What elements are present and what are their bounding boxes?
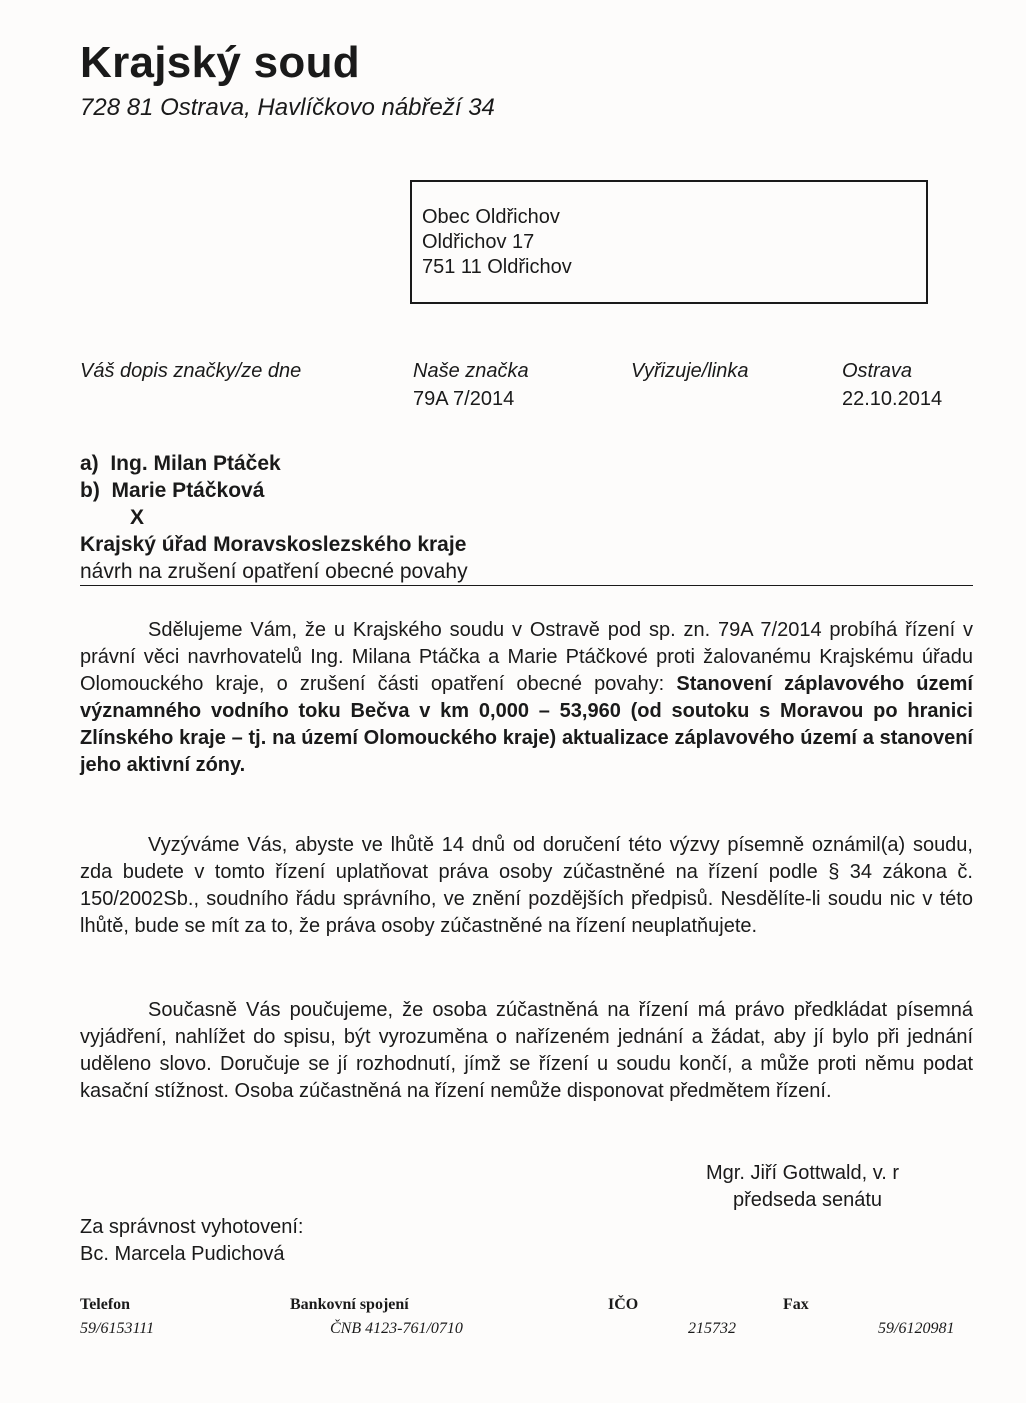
defendant: Krajský úřad Moravskoslezského kraje xyxy=(80,533,467,556)
date-value: 22.10.2014 xyxy=(842,388,943,410)
recipient-address-box xyxy=(410,180,928,304)
your-letter-label: Váš dopis značky/ze dne xyxy=(80,360,302,382)
versus-mark: X xyxy=(130,506,145,529)
our-ref-value: 79A 7/2014 xyxy=(413,388,515,410)
court-address: 728 81 Ostrava, Havlíčkovo nábřeží 34 xyxy=(80,94,495,121)
party-a: a) Ing. Milan Ptáček xyxy=(80,452,281,475)
recipient-city: 751 11 Oldřichov xyxy=(422,256,572,278)
fax-value: 59/6120981 xyxy=(878,1320,955,1337)
bank-label: Bankovní spojení xyxy=(290,1296,409,1313)
bank-value: ČNB 4123-761/0710 xyxy=(330,1320,463,1337)
phone-label: Telefon xyxy=(80,1296,131,1313)
judge-name: Mgr. Jiří Gottwald, v. r xyxy=(706,1162,899,1184)
recipient-street: Oldřichov 17 xyxy=(422,231,535,253)
subject-divider xyxy=(80,585,973,586)
subject-matter: návrh na zrušení opatření obecné povahy xyxy=(80,560,468,583)
our-ref-label: Naše značka xyxy=(413,360,529,382)
paragraph-3: Současně Vás poučujeme, že osoba zúčastněná na řízení má právo předkládat písemná vyjádření, nahlížet do spisu, být vyrozuměna o nařízeném jednání a žádat, aby jí bylo při jednání uděleno slovo. Doručuje se jí rozhodnutí, jímž se řízení u soudu končí, a může proti němu podat kasační stížnost. Osoba zúčastněná na řízení nemůže disponovat předmětem řízení. xyxy=(80,999,973,1102)
place-label: Ostrava xyxy=(842,360,913,382)
ico-label: IČO xyxy=(608,1296,639,1313)
handled-by-label: Vyřizuje/linka xyxy=(631,360,749,382)
subject-block xyxy=(80,450,468,585)
phone-value: 59/6153111 xyxy=(80,1320,155,1337)
paragraph-1-text: Sdělujeme Vám, že u Krajského soudu v Ostravě pod sp. zn. 79A 7/2014 probíhá řízení v právní věci navrhovatelů Ing. Milana Ptáčka a Marie Ptáčkové proti žalovanému Krajskému úřadu Olomouckého kraje, o zrušení části opatření obecné povahy: xyxy=(80,619,973,695)
ico-value: 215732 xyxy=(688,1320,736,1337)
certify-label: Za správnost vyhotovení: xyxy=(80,1216,304,1238)
paragraph-1-bold: Stanovení záplavového území významného vodního toku Bečva v km 0,000 – 53,960 (od soutoku s Moravou po hranici Zlínského kraje – tj. na území Olomouckého kraje) aktualizace záplavového území a stanovení jeho aktivní zóny. xyxy=(80,673,973,776)
court-name: Krajský soud xyxy=(80,38,360,87)
judge-role: předseda senátu xyxy=(733,1189,883,1211)
fax-label: Fax xyxy=(783,1296,809,1313)
paragraph-1 xyxy=(80,617,973,779)
paragraph-2: Vyzýváme Vás, abyste ve lhůtě 14 dnů od doručení této výzvy písemně oznámil(a) soudu, zda budete v tomto řízení uplatňovat práva osoby zúčastněné na řízení podle § 34 zákona č. 150/2002Sb., soudního řádu správního, ve znění pozdějších předpisů. Nesdělíte-li soudu nic v této lhůtě, bude se mít za to, že práva osoby zúčastněné na řízení neuplatňujete. xyxy=(80,834,973,937)
recipient-name: Obec Oldřichov xyxy=(422,206,560,228)
certify-name: Bc. Marcela Pudichová xyxy=(80,1243,285,1265)
party-b: b) Marie Ptáčková xyxy=(80,479,265,502)
